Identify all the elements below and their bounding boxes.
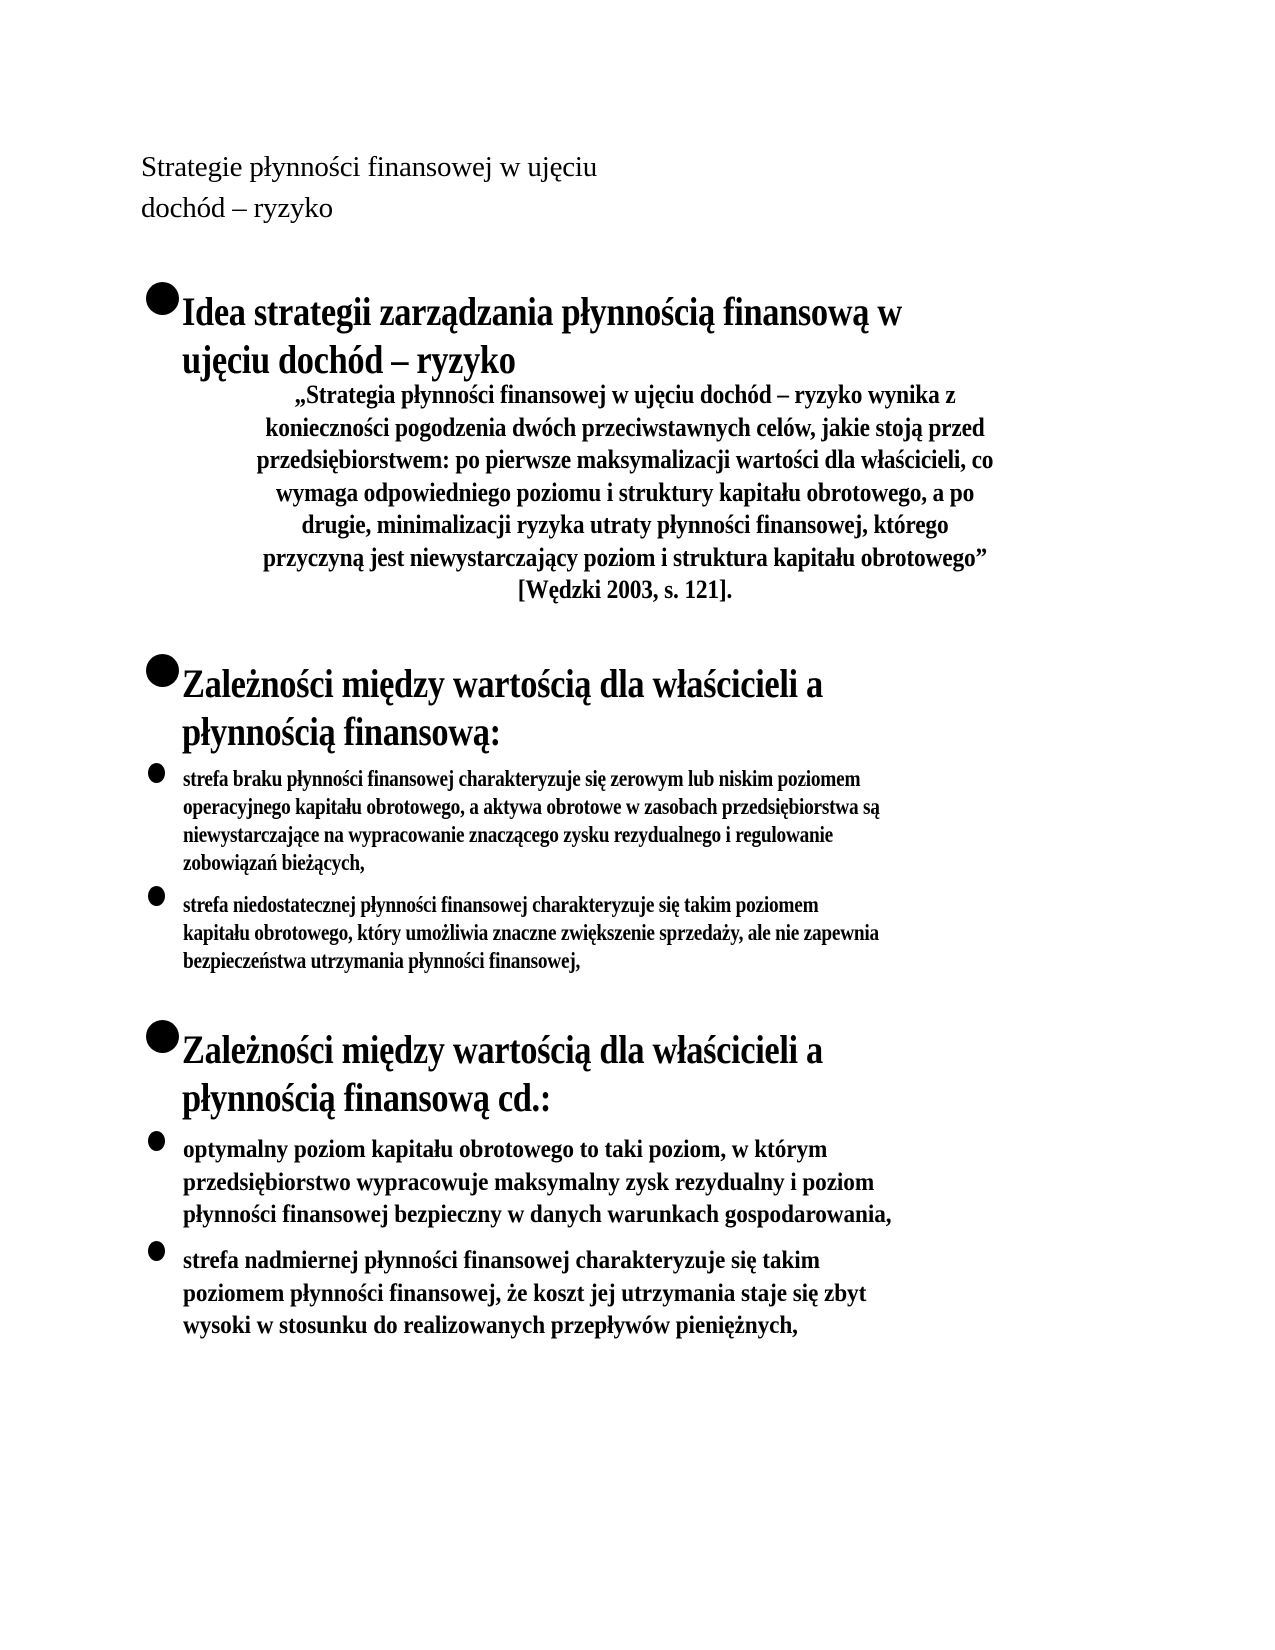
- bullet-icon: [148, 763, 165, 783]
- page-title: [141, 147, 597, 229]
- section-heading: [182, 660, 823, 756]
- list-item: [183, 1245, 918, 1343]
- section-heading-line: Idea strategii zarządzania płynnością finansową w: [182, 289, 902, 334]
- list-item-line: strefa braku płynności finansowej charakteryzuje się zerowym lub niskim poziomem: [183, 766, 861, 791]
- quote-line: wymaga odpowiedniego poziomu i struktury kapitału obrotowego, a po: [275, 477, 975, 507]
- list-item-line: poziomem płynności finansowej, że koszt jej utrzymania staje się zbyt: [183, 1279, 867, 1307]
- section-heading: [182, 288, 902, 384]
- list-item-line: zobowiązań bieżących,: [183, 850, 365, 875]
- list-item-line: bezpieczeństwa utrzymania płynności finansowej,: [183, 948, 581, 973]
- page-title-line: dochód – ryzyko: [141, 192, 333, 224]
- quote-line: „Strategia płynności finansowej w ujęciu dochód – ryzyko wynika z: [294, 380, 956, 409]
- section-heading-line: ujęciu dochód – ryzyko: [182, 337, 516, 382]
- bullet-icon: [146, 282, 179, 315]
- bullet-icon: [148, 1131, 165, 1151]
- bullet-icon: [148, 886, 165, 906]
- section-heading-line: Zależności między wartością dla właścicieli a: [182, 1027, 823, 1072]
- quote-line: przyczyną jest niewystarczający poziom i struktura kapitału obrotowego”: [262, 542, 988, 572]
- quote-line: drugie, minimalizacji ryzyka utraty płynności finansowej, którego: [301, 510, 949, 539]
- list-item-line: przedsiębiorstwo wypracowuje maksymalny zysk rezydualny i poziom: [183, 1168, 875, 1196]
- quote-citation: [Wędzki 2003, s. 121].: [517, 575, 733, 604]
- section-heading-line: Zależności między wartością dla właścicieli a: [182, 661, 823, 706]
- quote-line: konieczności pogodzenia dwóch przeciwstawnych celów, jakie stoją przed: [265, 412, 985, 442]
- quotation: [175, 379, 1075, 607]
- list-item-line: strefa niedostatecznej płynności finansowej charakteryzuje się takim poziomem: [183, 892, 819, 917]
- quote-line: przedsiębiorstwem: po pierwsze maksymalizacji wartości dla właścicieli, co: [256, 445, 994, 474]
- list-item-line: niewystarczające na wypracowanie znaczącego zysku rezydualnego i regulowanie: [183, 822, 833, 847]
- page-title-line: Strategie płynności finansowej w ujęciu: [141, 151, 598, 183]
- bullet-icon: [148, 1241, 165, 1261]
- bullet-icon: [146, 1020, 179, 1053]
- bullet-icon: [146, 654, 179, 687]
- list-item-line: płynności finansowej bezpieczny w danych warunkach gospodarowania,: [183, 1201, 892, 1228]
- section-heading-line: płynnością finansową cd.:: [182, 1075, 551, 1120]
- list-item: [183, 765, 1012, 877]
- list-item-line: strefa nadmiernej płynności finansowej charakteryzuje się takim: [183, 1247, 820, 1274]
- list-item-line: optymalny poziom kapitału obrotowego to taki poziom, w którym: [183, 1136, 828, 1163]
- list-item: [183, 891, 1012, 975]
- list-item-line: kapitału obrotowego, który umożliwia znaczne zwiększenie sprzedaży, ale nie zapewnia: [183, 920, 879, 945]
- section-heading-line: płynnością finansową:: [182, 709, 501, 754]
- list-item-line: operacyjnego kapitału obrotowego, a aktywa obrotowe w zasobach przedsiębiorstwa są: [183, 794, 880, 819]
- list-item-line: wysoki w stosunku do realizowanych przepływów pieniężnych,: [183, 1312, 798, 1339]
- list-item: [183, 1134, 945, 1232]
- section-heading: [182, 1026, 823, 1122]
